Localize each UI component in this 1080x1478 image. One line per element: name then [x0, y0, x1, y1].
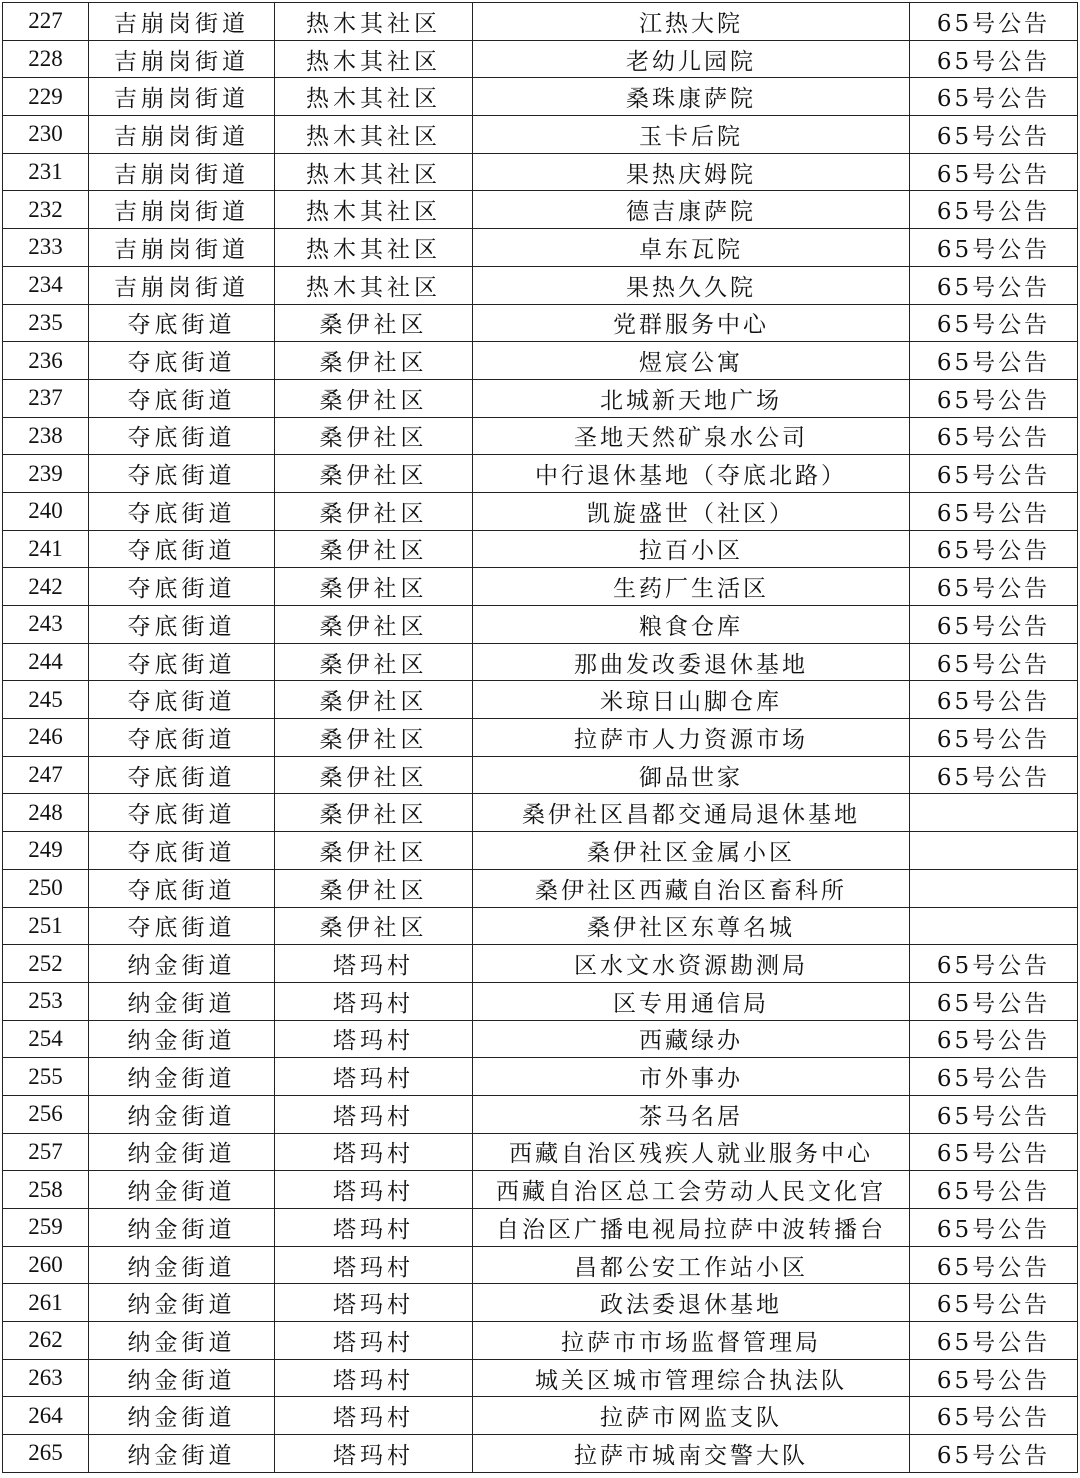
notice-cell: 65号公告: [910, 153, 1078, 191]
notice-cell: 65号公告: [910, 417, 1078, 455]
site-name-cell: 城关区城市管理综合执法队: [473, 1359, 910, 1397]
table-row: [3, 191, 1078, 229]
street-cell: 夺底街道: [89, 379, 275, 417]
community-cell: 桑伊社区: [275, 756, 473, 794]
row-number-cell: 233: [3, 229, 89, 267]
notice-cell: 65号公告: [910, 1171, 1078, 1209]
row-number-cell: 259: [3, 1209, 89, 1247]
street-cell: 夺底街道: [89, 907, 275, 945]
row-number-cell: 243: [3, 606, 89, 644]
table-row: [3, 78, 1078, 116]
site-name-cell: 区专用通信局: [473, 982, 910, 1020]
street-cell: 纳金街道: [89, 982, 275, 1020]
location-table: [2, 2, 1078, 1473]
table-row: [3, 455, 1078, 493]
street-cell: 夺底街道: [89, 643, 275, 681]
row-number-cell: 262: [3, 1322, 89, 1360]
site-name-cell: 自治区广播电视局拉萨中波转播台: [473, 1209, 910, 1247]
street-cell: 吉崩岗街道: [89, 229, 275, 267]
row-number-cell: 237: [3, 379, 89, 417]
street-cell: 纳金街道: [89, 1133, 275, 1171]
row-number-cell: 232: [3, 191, 89, 229]
table-row: [3, 681, 1078, 719]
row-number-cell: 263: [3, 1359, 89, 1397]
street-cell: 吉崩岗街道: [89, 116, 275, 154]
row-number-cell: 230: [3, 116, 89, 154]
notice-cell: 65号公告: [910, 1209, 1078, 1247]
site-name-cell: 拉百小区: [473, 530, 910, 568]
street-cell: 夺底街道: [89, 756, 275, 794]
site-name-cell: 茶马名居: [473, 1095, 910, 1133]
street-cell: 吉崩岗街道: [89, 40, 275, 78]
table-row: [3, 266, 1078, 304]
site-name-cell: 市外事办: [473, 1058, 910, 1096]
street-cell: 纳金街道: [89, 1171, 275, 1209]
community-cell: 塔玛村: [275, 1095, 473, 1133]
table-row: [3, 982, 1078, 1020]
site-name-cell: 那曲发改委退休基地: [473, 643, 910, 681]
table-row: [3, 643, 1078, 681]
community-cell: 热木其社区: [275, 153, 473, 191]
street-cell: 夺底街道: [89, 342, 275, 380]
community-cell: 桑伊社区: [275, 342, 473, 380]
row-number-cell: 265: [3, 1435, 89, 1473]
site-name-cell: 玉卡后院: [473, 116, 910, 154]
row-number-cell: 242: [3, 568, 89, 606]
street-cell: 纳金街道: [89, 1209, 275, 1247]
site-name-cell: 老幼儿园院: [473, 40, 910, 78]
community-cell: 热木其社区: [275, 229, 473, 267]
notice-cell: 65号公告: [910, 1133, 1078, 1171]
street-cell: 夺底街道: [89, 719, 275, 757]
site-name-cell: 昌都公安工作站小区: [473, 1246, 910, 1284]
site-name-cell: 区水文水资源勘测局: [473, 945, 910, 983]
community-cell: 塔玛村: [275, 1284, 473, 1322]
table-row: [3, 568, 1078, 606]
notice-cell: 65号公告: [910, 1397, 1078, 1435]
street-cell: 夺底街道: [89, 304, 275, 342]
notice-cell: 65号公告: [910, 1095, 1078, 1133]
site-name-cell: 拉萨市市场监督管理局: [473, 1322, 910, 1360]
table-row: [3, 1095, 1078, 1133]
community-cell: 桑伊社区: [275, 643, 473, 681]
site-name-cell: 果热久久院: [473, 266, 910, 304]
notice-cell: 65号公告: [910, 568, 1078, 606]
notice-cell: 65号公告: [910, 379, 1078, 417]
site-name-cell: 生药厂生活区: [473, 568, 910, 606]
table-row: [3, 342, 1078, 380]
table-row: [3, 1171, 1078, 1209]
notice-cell: 65号公告: [910, 40, 1078, 78]
row-number-cell: 260: [3, 1246, 89, 1284]
table-row: [3, 153, 1078, 191]
notice-cell: [910, 907, 1078, 945]
table-row: [3, 304, 1078, 342]
site-name-cell: 桑伊社区昌都交通局退休基地: [473, 794, 910, 832]
community-cell: 热木其社区: [275, 191, 473, 229]
street-cell: 吉崩岗街道: [89, 266, 275, 304]
site-name-cell: 果热庆姆院: [473, 153, 910, 191]
row-number-cell: 244: [3, 643, 89, 681]
community-cell: 热木其社区: [275, 116, 473, 154]
community-cell: 桑伊社区: [275, 869, 473, 907]
notice-cell: 65号公告: [910, 945, 1078, 983]
community-cell: 热木其社区: [275, 3, 473, 41]
street-cell: 夺底街道: [89, 794, 275, 832]
site-name-cell: 政法委退休基地: [473, 1284, 910, 1322]
notice-cell: 65号公告: [910, 606, 1078, 644]
row-number-cell: 258: [3, 1171, 89, 1209]
notice-cell: 65号公告: [910, 342, 1078, 380]
row-number-cell: 228: [3, 40, 89, 78]
table-row: [3, 417, 1078, 455]
table-row: [3, 606, 1078, 644]
community-cell: 塔玛村: [275, 1322, 473, 1360]
notice-cell: 65号公告: [910, 1435, 1078, 1473]
site-name-cell: 煜宸公寓: [473, 342, 910, 380]
community-cell: 桑伊社区: [275, 417, 473, 455]
community-cell: 热木其社区: [275, 78, 473, 116]
street-cell: 纳金街道: [89, 1435, 275, 1473]
table-row: [3, 756, 1078, 794]
site-name-cell: 拉萨市网监支队: [473, 1397, 910, 1435]
table-row: [3, 1209, 1078, 1247]
row-number-cell: 253: [3, 982, 89, 1020]
community-cell: 塔玛村: [275, 1359, 473, 1397]
row-number-cell: 261: [3, 1284, 89, 1322]
site-name-cell: 桑伊社区东尊名城: [473, 907, 910, 945]
site-name-cell: 西藏自治区总工会劳动人民文化宫: [473, 1171, 910, 1209]
street-cell: 吉崩岗街道: [89, 3, 275, 41]
notice-cell: [910, 794, 1078, 832]
site-name-cell: 党群服务中心: [473, 304, 910, 342]
community-cell: 热木其社区: [275, 266, 473, 304]
community-cell: 塔玛村: [275, 1397, 473, 1435]
table-row: [3, 1246, 1078, 1284]
street-cell: 纳金街道: [89, 1359, 275, 1397]
site-name-cell: 拉萨市城南交警大队: [473, 1435, 910, 1473]
row-number-cell: 241: [3, 530, 89, 568]
street-cell: 纳金街道: [89, 1058, 275, 1096]
street-cell: 夺底街道: [89, 869, 275, 907]
community-cell: 桑伊社区: [275, 530, 473, 568]
notice-cell: 65号公告: [910, 229, 1078, 267]
row-number-cell: 249: [3, 832, 89, 870]
notice-cell: 65号公告: [910, 719, 1078, 757]
community-cell: 桑伊社区: [275, 681, 473, 719]
site-name-cell: 中行退休基地（夺底北路）: [473, 455, 910, 493]
notice-cell: 65号公告: [910, 1246, 1078, 1284]
notice-cell: [910, 832, 1078, 870]
table-row: [3, 794, 1078, 832]
notice-cell: 65号公告: [910, 266, 1078, 304]
table-row: [3, 1435, 1078, 1473]
table-row: [3, 116, 1078, 154]
site-name-cell: 卓东瓦院: [473, 229, 910, 267]
site-name-cell: 西藏自治区残疾人就业服务中心: [473, 1133, 910, 1171]
table-row: [3, 1359, 1078, 1397]
row-number-cell: 255: [3, 1058, 89, 1096]
community-cell: 塔玛村: [275, 982, 473, 1020]
row-number-cell: 246: [3, 719, 89, 757]
row-number-cell: 257: [3, 1133, 89, 1171]
table-row: [3, 945, 1078, 983]
row-number-cell: 256: [3, 1095, 89, 1133]
row-number-cell: 238: [3, 417, 89, 455]
community-cell: 桑伊社区: [275, 455, 473, 493]
street-cell: 夺底街道: [89, 417, 275, 455]
table-row: [3, 1322, 1078, 1360]
site-name-cell: 德吉康萨院: [473, 191, 910, 229]
notice-cell: 65号公告: [910, 982, 1078, 1020]
table-row: [3, 719, 1078, 757]
row-number-cell: 252: [3, 945, 89, 983]
table-row: [3, 229, 1078, 267]
street-cell: 纳金街道: [89, 1020, 275, 1058]
table-row: [3, 1133, 1078, 1171]
row-number-cell: 250: [3, 869, 89, 907]
street-cell: 夺底街道: [89, 681, 275, 719]
community-cell: 桑伊社区: [275, 907, 473, 945]
notice-cell: 65号公告: [910, 3, 1078, 41]
notice-cell: 65号公告: [910, 304, 1078, 342]
street-cell: 纳金街道: [89, 1397, 275, 1435]
street-cell: 吉崩岗街道: [89, 78, 275, 116]
notice-cell: 65号公告: [910, 530, 1078, 568]
community-cell: 塔玛村: [275, 1020, 473, 1058]
row-number-cell: 264: [3, 1397, 89, 1435]
site-name-cell: 西藏绿办: [473, 1020, 910, 1058]
table-row: [3, 869, 1078, 907]
street-cell: 纳金街道: [89, 1246, 275, 1284]
site-name-cell: 凯旋盛世（社区）: [473, 492, 910, 530]
site-name-cell: 拉萨市人力资源市场: [473, 719, 910, 757]
community-cell: 桑伊社区: [275, 379, 473, 417]
row-number-cell: 248: [3, 794, 89, 832]
community-cell: 热木其社区: [275, 40, 473, 78]
table-row: [3, 1020, 1078, 1058]
street-cell: 纳金街道: [89, 945, 275, 983]
community-cell: 塔玛村: [275, 1133, 473, 1171]
notice-cell: 65号公告: [910, 492, 1078, 530]
site-name-cell: 江热大院: [473, 3, 910, 41]
community-cell: 塔玛村: [275, 1171, 473, 1209]
site-name-cell: 桑伊社区西藏自治区畜科所: [473, 869, 910, 907]
street-cell: 纳金街道: [89, 1322, 275, 1360]
notice-cell: [910, 869, 1078, 907]
site-name-cell: 北城新天地广场: [473, 379, 910, 417]
row-number-cell: 254: [3, 1020, 89, 1058]
street-cell: 纳金街道: [89, 1284, 275, 1322]
site-name-cell: 粮食仓库: [473, 606, 910, 644]
community-cell: 桑伊社区: [275, 719, 473, 757]
table-row: [3, 492, 1078, 530]
row-number-cell: 235: [3, 304, 89, 342]
table-row: [3, 3, 1078, 41]
notice-cell: 65号公告: [910, 643, 1078, 681]
site-name-cell: 米琼日山脚仓库: [473, 681, 910, 719]
community-cell: 塔玛村: [275, 1209, 473, 1247]
community-cell: 桑伊社区: [275, 568, 473, 606]
notice-cell: 65号公告: [910, 681, 1078, 719]
notice-cell: 65号公告: [910, 1322, 1078, 1360]
community-cell: 桑伊社区: [275, 794, 473, 832]
site-name-cell: 御品世家: [473, 756, 910, 794]
community-cell: 桑伊社区: [275, 304, 473, 342]
street-cell: 吉崩岗街道: [89, 153, 275, 191]
table-row: [3, 907, 1078, 945]
notice-cell: 65号公告: [910, 1058, 1078, 1096]
community-cell: 桑伊社区: [275, 492, 473, 530]
site-name-cell: 圣地天然矿泉水公司: [473, 417, 910, 455]
notice-cell: 65号公告: [910, 78, 1078, 116]
row-number-cell: 234: [3, 266, 89, 304]
community-cell: 塔玛村: [275, 1435, 473, 1473]
row-number-cell: 240: [3, 492, 89, 530]
row-number-cell: 247: [3, 756, 89, 794]
row-number-cell: 239: [3, 455, 89, 493]
street-cell: 纳金街道: [89, 1095, 275, 1133]
row-number-cell: 251: [3, 907, 89, 945]
notice-cell: 65号公告: [910, 455, 1078, 493]
table-row: [3, 832, 1078, 870]
table-body: [3, 3, 1078, 1473]
community-cell: 塔玛村: [275, 1246, 473, 1284]
notice-cell: 65号公告: [910, 1284, 1078, 1322]
street-cell: 夺底街道: [89, 530, 275, 568]
notice-cell: 65号公告: [910, 1020, 1078, 1058]
community-cell: 塔玛村: [275, 1058, 473, 1096]
street-cell: 夺底街道: [89, 832, 275, 870]
site-name-cell: 桑珠康萨院: [473, 78, 910, 116]
street-cell: 夺底街道: [89, 568, 275, 606]
table-row: [3, 1058, 1078, 1096]
row-number-cell: 245: [3, 681, 89, 719]
community-cell: 桑伊社区: [275, 832, 473, 870]
row-number-cell: 227: [3, 3, 89, 41]
notice-cell: 65号公告: [910, 1359, 1078, 1397]
notice-cell: 65号公告: [910, 116, 1078, 154]
row-number-cell: 236: [3, 342, 89, 380]
table-row: [3, 1284, 1078, 1322]
street-cell: 夺底街道: [89, 492, 275, 530]
notice-cell: 65号公告: [910, 756, 1078, 794]
row-number-cell: 229: [3, 78, 89, 116]
street-cell: 吉崩岗街道: [89, 191, 275, 229]
notice-cell: 65号公告: [910, 191, 1078, 229]
row-number-cell: 231: [3, 153, 89, 191]
table-row: [3, 530, 1078, 568]
community-cell: 塔玛村: [275, 945, 473, 983]
site-name-cell: 桑伊社区金属小区: [473, 832, 910, 870]
table-row: [3, 379, 1078, 417]
street-cell: 夺底街道: [89, 606, 275, 644]
street-cell: 夺底街道: [89, 455, 275, 493]
table-row: [3, 1397, 1078, 1435]
table-row: [3, 40, 1078, 78]
community-cell: 桑伊社区: [275, 606, 473, 644]
